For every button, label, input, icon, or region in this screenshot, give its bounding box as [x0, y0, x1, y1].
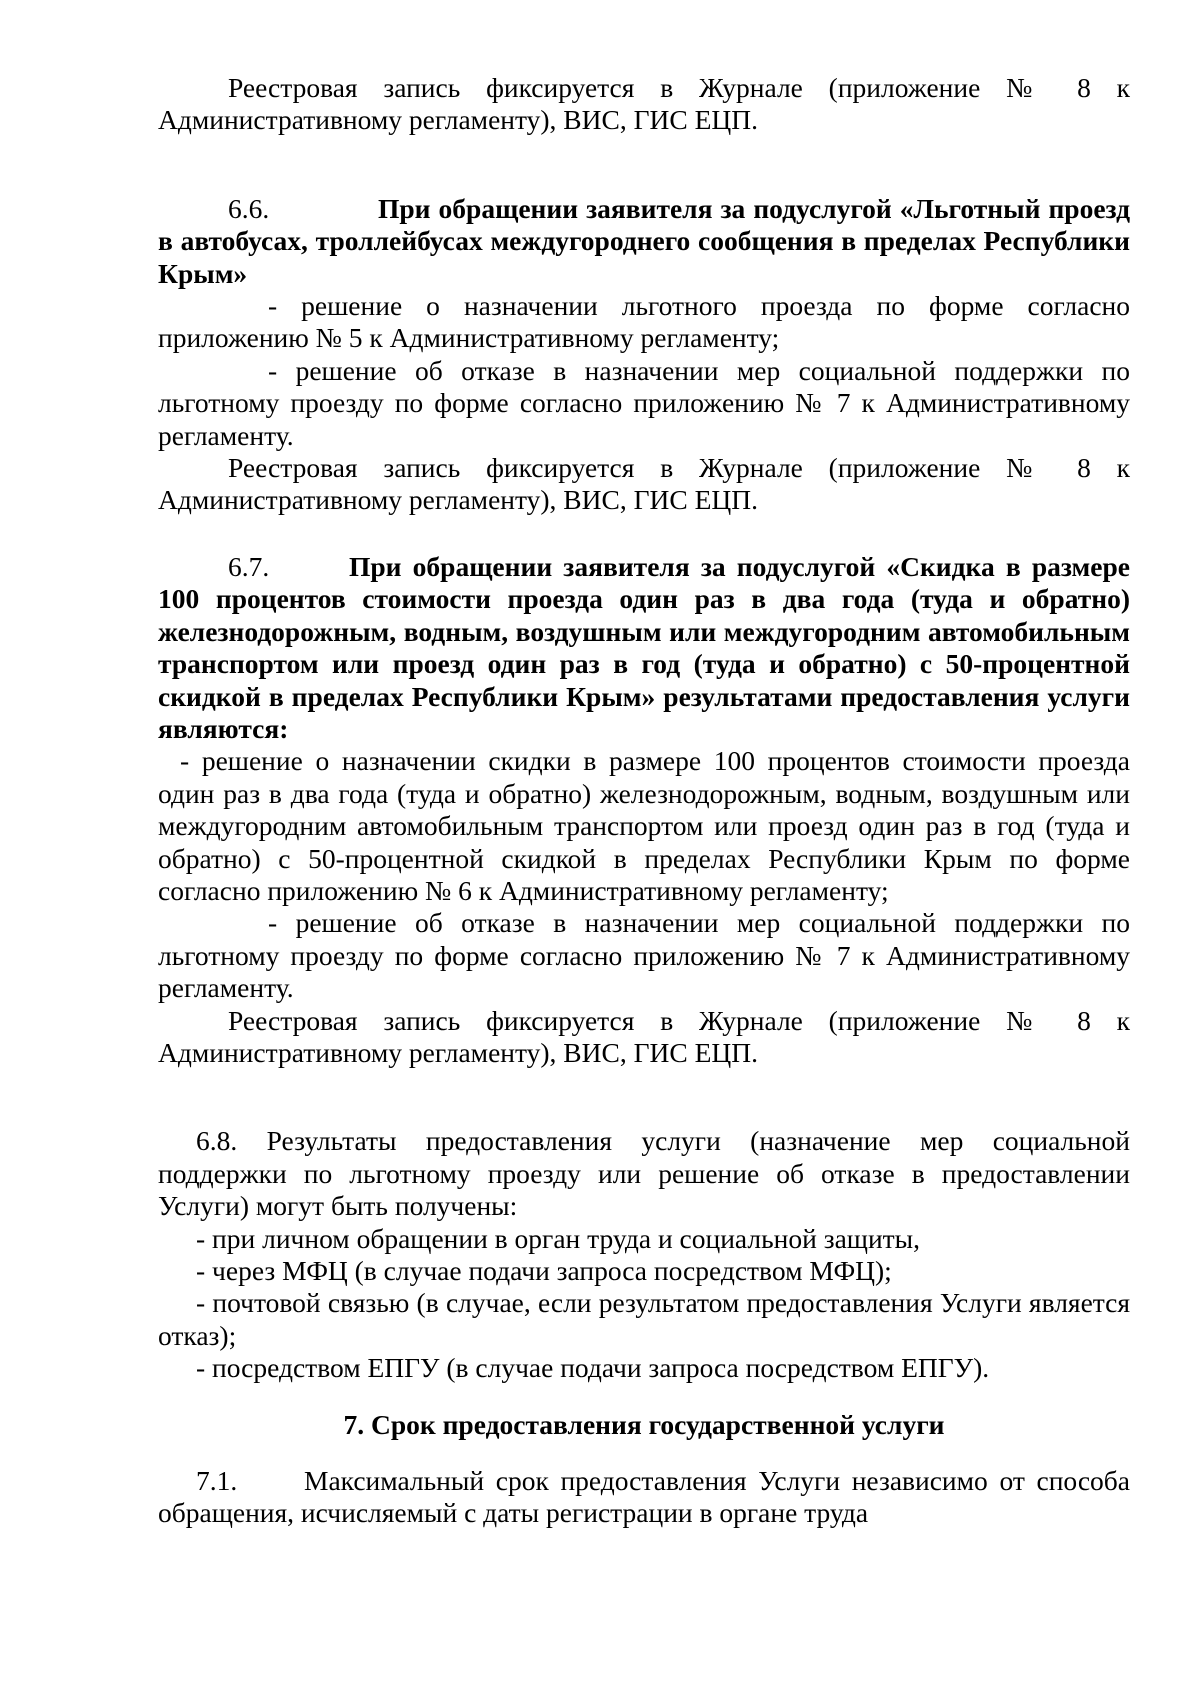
- section-6-8-item: - через МФЦ (в случае подачи запроса посредством МФЦ);: [196, 1255, 892, 1286]
- section-7-1-text: [158, 1465, 1130, 1530]
- spacer: [158, 137, 1130, 193]
- spacer: [158, 1385, 1130, 1409]
- section-6-7-registry: Реестровая запись фиксируется в Журнале (приложение № 8 к Административному регламенту), ВИС, ГИС ЕЦП.: [158, 1004, 1130, 1068]
- spacer: [158, 517, 1130, 551]
- section-7-heading: 7. Срок предоставления государственной услуги: [343, 1408, 945, 1440]
- section-6-8-text: 6.8. Результаты предоставления услуги (назначение мер социальной поддержки по льготному проезду или решение об отказе в предоставлении Услуги) могут быть получены:: [158, 1125, 1130, 1222]
- spacer: [158, 1069, 1130, 1125]
- section-6-7-item-2: - решение об отказе в назначении мер социальной поддержки по льготному проезду по форме согласно приложению № 7 к Административному регламенту.: [158, 907, 1130, 1004]
- section-6-8-item: - посредством ЕПГУ (в случае подачи запроса посредством ЕПГУ).: [196, 1352, 990, 1384]
- section-title-text: При обращении заявителя за подуслугой «Скидка в размере 100 процентов стоимости проезда один раз в два года (туда и обратно) железнодорожным, водным, воздушным или междугородним автомобильным транспортом или проезд один раз в год (туда и обратно) с 50-процентной скидкой в пределах Республики Крым» результатами предоставления услуги являются:: [158, 550, 1130, 744]
- section-6-6-registry: Реестровая запись фиксируется в Журнале (приложение № 8 к Административному регламенту), ВИС, ГИС ЕЦП.: [158, 452, 1130, 516]
- section-6-7-title: [158, 551, 1130, 745]
- section-number: 6.7.: [228, 550, 270, 582]
- section-6-6-item-1: - решение о назначении льготного проезда по форме согласно приложению № 5 к Административному регламенту;: [158, 290, 1130, 354]
- section-number: 7.1.: [196, 1465, 238, 1497]
- section-7-1-body: Максимальный срок предоставления Услуги независимо от способа обращения, исчисляемый с даты регистрации в органе труда: [158, 1465, 1130, 1529]
- document-page: [158, 72, 1130, 1530]
- section-6-7-item-1: - решение о назначении скидки в размере 100 процентов стоимости проезда один раз в два года (туда и обратно) железнодорожным, водным, воздушным или междугородним автомобильным транспортом или проезд один раз в год (туда и обратно) с 50-процентной скидкой в пределах Республики Крым по форме согласно приложению № 6 к Административному регламенту;: [158, 745, 1130, 906]
- section-6-6-item-2: - решение об отказе в назначении мер социальной поддержки по льготному проезду по форме согласно приложению № 7 к Административному регламенту.: [158, 354, 1130, 451]
- registry-paragraph-top: Реестровая запись фиксируется в Журнале (приложение № 8 к Административному регламенту), ВИС, ГИС ЕЦП.: [158, 72, 1130, 136]
- section-6-8-item: - при личном обращении в орган труда и социальной защиты,: [196, 1222, 921, 1254]
- section-6-8-item: - почтовой связью (в случае, если результатом предоставления Услуги является отказ);: [158, 1287, 1130, 1351]
- section-6-6-title: [158, 193, 1130, 290]
- section-title-text: При обращении заявителя за подуслугой «Льготный проезд в автобусах, троллейбусах междугороднего сообщения в пределах Республики Крым»: [158, 192, 1130, 289]
- spacer: [158, 1441, 1130, 1465]
- section-number: 6.6.: [228, 192, 270, 224]
